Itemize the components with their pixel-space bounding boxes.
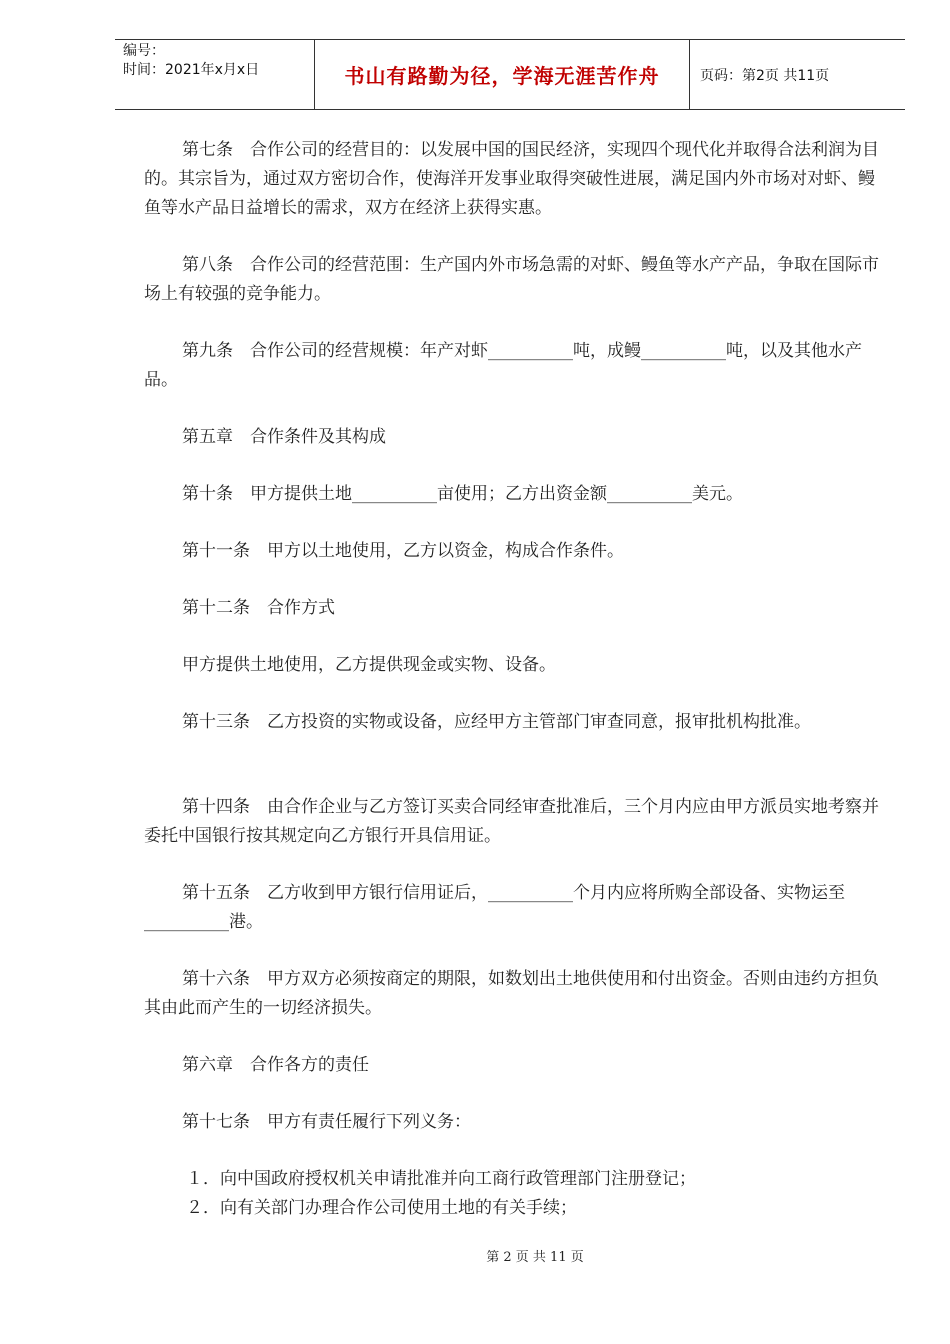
article-13: 第十三条 乙方投资的实物或设备，应经甲方主管部门审查同意，报审批机构批准。 <box>182 712 811 732</box>
article-15: 第十五条 乙方收到甲方银行信用证后，__________个月内应将所购全部设备、实物运至__________港。 <box>144 883 845 932</box>
header-page-info: 页码：第2页 共11页 <box>700 67 830 84</box>
header-meta <box>115 40 315 109</box>
list-item: ２．向有关部门办理合作公司使用土地的有关手续； <box>186 1198 577 1218</box>
doc-time-label: 时间：2021年x月x日 <box>123 62 260 78</box>
article-14: 第十四条 由合作企业与乙方签订买卖合同经审查批准后，三个月内应由甲方派员实地考察并委托中国银行按其规定向乙方银行开具信用证。 <box>144 797 879 846</box>
header-motto: 书山有路勤为径，学海无涯苦作舟 <box>315 40 690 109</box>
article-16: 第十六条 甲方双方必须按商定的期限，如数划出土地供使用和付出资金。否则由违约方担负其由此而产生的一切经济损失。 <box>144 969 879 1018</box>
chapter-5-heading: 第五章 合作条件及其构成 <box>182 427 386 447</box>
article-17: 第十七条 甲方有责任履行下列义务： <box>182 1112 471 1132</box>
article-11: 第十一条 甲方以土地使用，乙方以资金，构成合作条件。 <box>182 541 624 561</box>
article-10: 第十条 甲方提供土地__________亩使用；乙方出资金额__________美元。 <box>182 484 743 504</box>
list-item: １．向中国政府授权机关申请批准并向工商行政管理部门注册登记； <box>186 1169 696 1189</box>
page-footer: 第 2 页 共 11 页 <box>486 1250 584 1265</box>
chapter-6-heading: 第六章 合作各方的责任 <box>182 1055 369 1075</box>
article-8: 第八条 合作公司的经营范围：生产国内外市场急需的对虾、鳗鱼等水产产品，争取在国际市场上有较强的竞争能力。 <box>144 255 879 304</box>
article-12: 第十二条 合作方式 <box>182 598 335 618</box>
article-7: 第七条 合作公司的经营目的：以发展中国的国民经济，实现四个现代化并取得合法利润为目的。其宗旨为，通过双方密切合作，使海洋开发事业取得突破性进展，满足国内外市场对对虾、鳗鱼等水产品日益增长的需求，双方在经济上获得实惠。 <box>144 140 879 218</box>
article-9: 第九条 合作公司的经营规模：年产对虾__________吨，成鳗__________吨，以及其他水产品。 <box>144 341 862 390</box>
page-header <box>115 39 905 110</box>
doc-id-label: 编号： <box>123 43 165 59</box>
document-body <box>144 136 879 1223</box>
article-12-detail: 甲方提供土地使用，乙方提供现金或实物、设备。 <box>182 655 556 675</box>
